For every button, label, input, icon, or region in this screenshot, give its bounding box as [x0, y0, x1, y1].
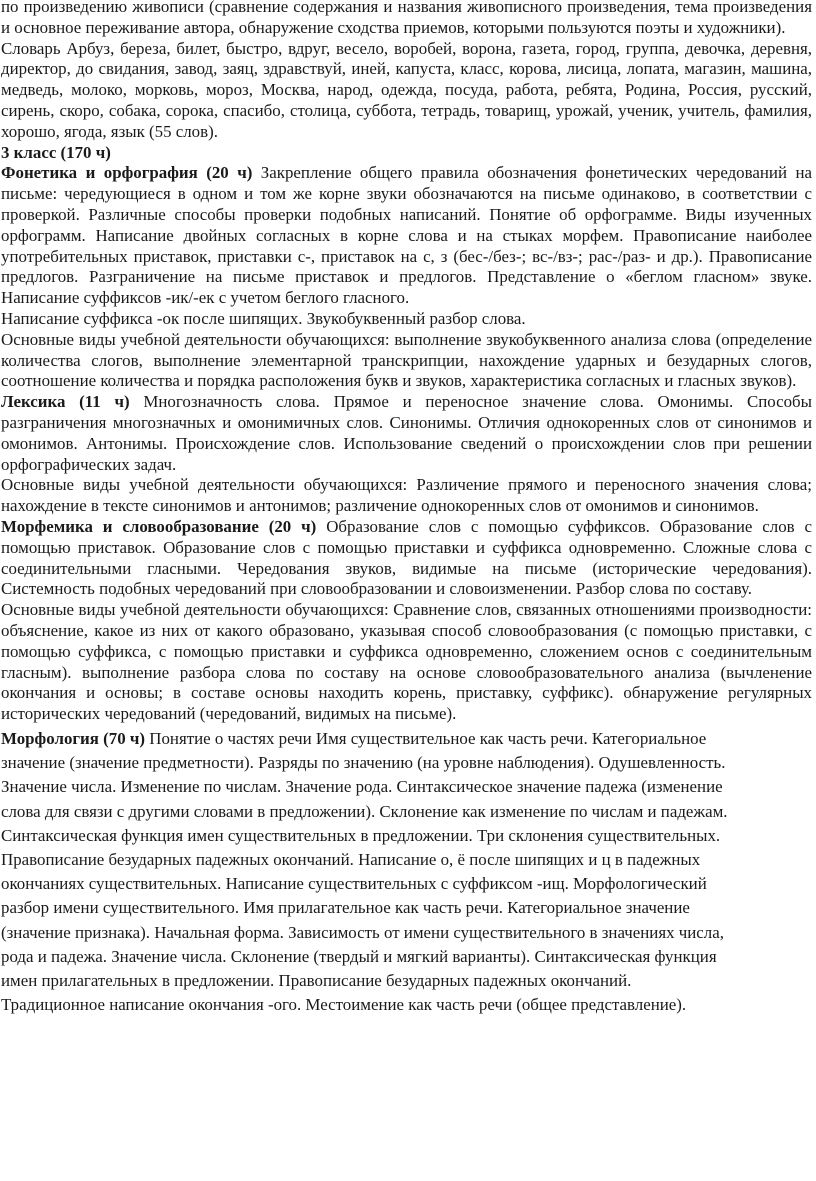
lexicon-text: Многозначность слова. Прямое и переносное значение слова. Омонимы. Способы разграничения многозначных и омонимичных слов. Синонимы. Отличия однокоренных слов от синонимов и омонимов. Антонимы. Происхождение слов. Использование сведений о происхождении слов при решении орфографических задач.: [1, 392, 812, 474]
morphology-line: значение (значение предметности). Разряды по значению (на уровне наблюдения). Одушевленность.: [1, 753, 726, 773]
morphology-line: Значение числа. Изменение по числам. Значение рода. Синтаксическое значение падежа (изменение: [1, 777, 723, 797]
section-morphemics: [1, 517, 812, 600]
morphology-line: слова для связи с другими словами в предложении). Склонение как изменение по числам и падежам.: [1, 801, 728, 821]
paragraph-suffix: Написание суффикса -ок после шипящих. Звукобуквенный разбор слова.: [1, 308, 526, 328]
phonetics-text: Закрепление общего правила обозначения фонетических чередований на письме: чередующиеся в одном и том же корне звуки обозначаются на письме одинаково, в соответствии с проверкой. Различные способы проверки подобных написаний. Понятие об орфограмме. Виды изученных орфограмм. Написание двойных согласных в корне слова и на стыках морфем. Правописание наиболее употребительных приставок, приставки с-, приставок на с, з (бес-/без-; вс-/вз-; рас-/раз- и др.). Правописание предлогов. Разграничение на письме приставок и предлогов. Представление о «беглом гласном» звуке. Написание суффиксов -ик/-ек с учетом беглого гласного.: [1, 163, 812, 308]
morphology-line: окончаниях существительных. Написание существительных с суффиксом -ищ. Морфологический: [1, 874, 707, 894]
paragraph-painting: по произведению живописи (сравнение содержания и названия живописного произведения, тема произведения и основное переживание автора, обнаружение сходства приемов, которыми пользуются поэты и художники).: [1, 0, 812, 37]
paragraph-vocabulary: Словарь Арбуз, береза, билет, быстро, вдруг, весело, воробей, ворона, газета, город, группа, девочка, деревня, директор, до свидания, завод, заяц, здравствуй, иней, капуста, класс, корова, лисица, лопата, магазин, машина, медведь, молоко, морковь, мороз, Москва, народ, одежда, посуда, работа, ребята, Родина, Россия, русский, сирень, скоро, собака, сорока, спасибо, столица, суббота, тетрадь, товарищ, урожай, ученик, учитель, фамилия, хорошо, ягода, язык (55 слов).: [1, 38, 812, 141]
section-morphology: [1, 727, 812, 1017]
section-lexicon: [1, 392, 812, 475]
morphology-line: имен прилагательных в предложении. Правописание безударных падежных окончаний.: [1, 970, 632, 990]
morphology-line: [1, 727, 812, 751]
morphology-line-text: Понятие о частях речи Имя существительное как часть речи. Категориальное: [149, 728, 707, 748]
morphology-line: рода и падежа. Значение числа. Склонение (твердый и мягкий варианты). Синтаксическая функция: [1, 946, 717, 966]
phonetics-heading: Фонетика и орфография (20 ч): [1, 163, 253, 183]
paragraph-activity-lexicon: Основные виды учебной деятельности обучающихся: Различение прямого и переносного значения слова; нахождение в тексте синонимов и антонимов; различение однокоренных слов от омонимов и синонимов.: [1, 475, 812, 516]
morphemics-heading: Морфемика и словообразование (20 ч): [1, 516, 317, 536]
morphology-heading: Морфология (70 ч): [1, 728, 146, 748]
paragraph-activity-morphemics: Основные виды учебной деятельности обучающихся: Сравнение слов, связанных отношениями производности: объяснение, какое из них от какого образовано, указывая способ словообразования (с помощью приставки, с помощью суффикса, с помощью приставки и суффикса одновременно, сложением основ с соединительным гласным). выполнение разбора слова по составу на основе словообразовательного анализа (вычленение окончания и основы; в составе основы находить корень, приставку, суффикс). обнаружение регулярных исторических чередований (чередований, видимых на письме).: [1, 600, 812, 724]
morphology-line: (значение признака). Начальная форма. Зависимость от имени существительного в значениях числа,: [1, 922, 724, 942]
morphology-line: Традиционное написание окончания -ого. Местоимение как часть речи (общее представление).: [1, 995, 687, 1015]
morphemics-text: Образование слов с помощью суффиксов. Образование слов с помощью приставок. Образование слов с помощью приставки и суффикса одновременно. Сложные слова с соединительными гласными. Чередования звуков, видимые на письме (исторические чередования). Системность подобных чередований при словообразовании и словоизменении. Разбор слова по составу.: [1, 516, 813, 599]
morphology-line: разбор имени существительного. Имя прилагательное как часть речи. Категориальное значение: [1, 898, 690, 918]
section-phonetics: [1, 163, 812, 309]
grade-heading: 3 класс (170 ч): [1, 142, 111, 162]
morphology-line: Синтаксическая функция имен существительных в предложении. Три склонения существительных.: [1, 825, 721, 845]
dense-text-block: [1, 0, 812, 725]
paragraph-activity-phonetics: Основные виды учебной деятельности обучающихся: выполнение звукобуквенного анализа слова (определение количества слогов, выполнение элементарной транскрипции, нахождение ударных и безударных слогов, соотношение количества и порядка расположения букв и звуков, характеристика согласных и гласных звуков).: [1, 329, 812, 391]
lexicon-heading: Лексика (11 ч): [1, 392, 130, 412]
morphology-line: Правописание безударных падежных окончаний. Написание о, ё после шипящих и ц в падежных: [1, 849, 701, 869]
